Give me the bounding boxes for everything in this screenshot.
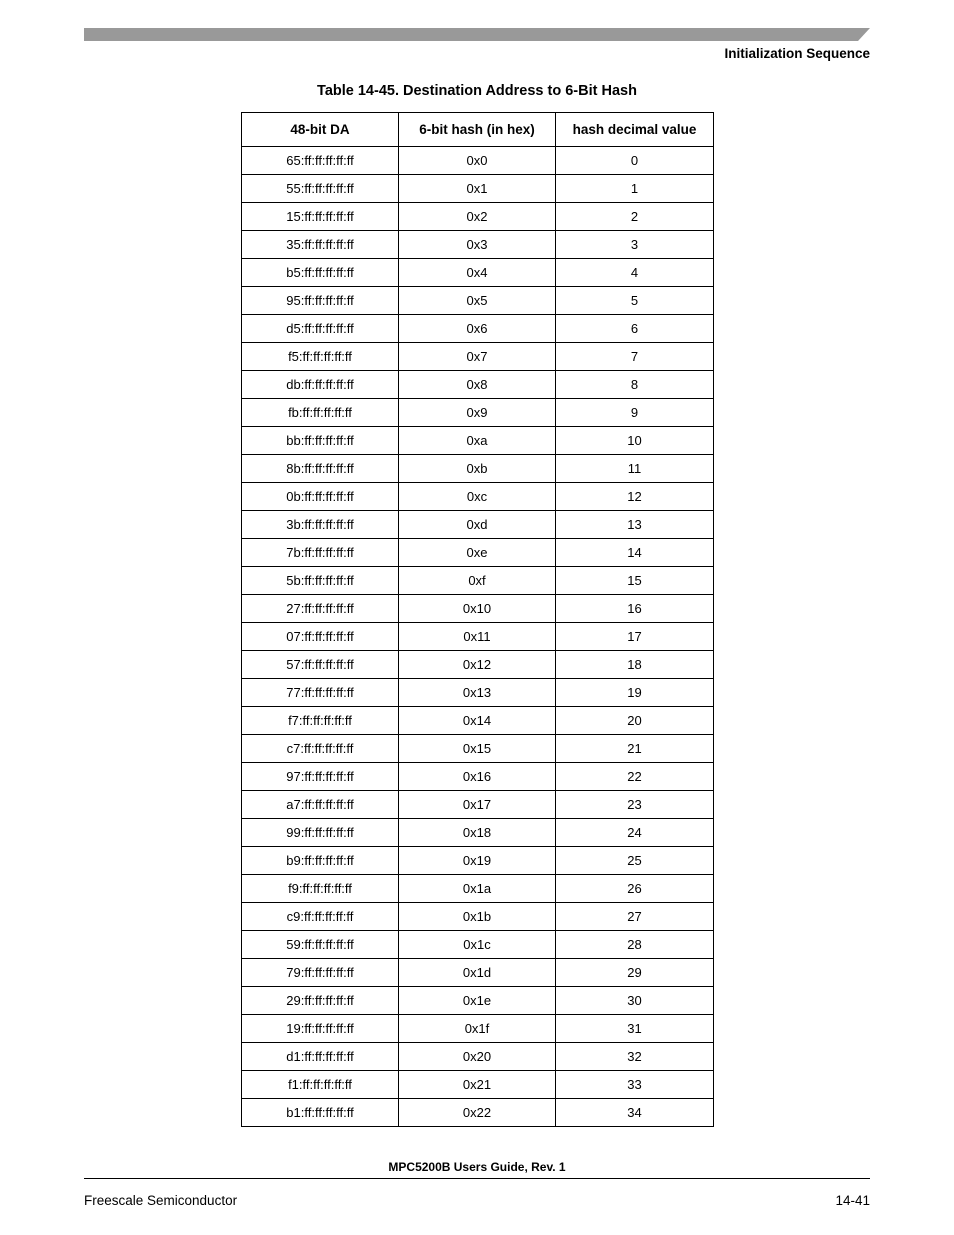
cell-da: 59:ff:ff:ff:ff:ff — [242, 931, 399, 959]
cell-hash-decimal: 11 — [556, 455, 714, 483]
cell-hash-hex: 0x0 — [399, 147, 556, 175]
table-row — [242, 567, 714, 595]
cell-da: b5:ff:ff:ff:ff:ff — [242, 259, 399, 287]
table-row — [242, 819, 714, 847]
cell-hash-hex: 0x4 — [399, 259, 556, 287]
cell-hash-hex: 0x17 — [399, 791, 556, 819]
table-row — [242, 931, 714, 959]
cell-hash-hex: 0x15 — [399, 735, 556, 763]
cell-hash-hex: 0x21 — [399, 1071, 556, 1099]
table-row — [242, 427, 714, 455]
cell-hash-decimal: 8 — [556, 371, 714, 399]
cell-hash-decimal: 16 — [556, 595, 714, 623]
table-row — [242, 1071, 714, 1099]
cell-hash-decimal: 32 — [556, 1043, 714, 1071]
cell-hash-hex: 0x18 — [399, 819, 556, 847]
table-row — [242, 231, 714, 259]
cell-hash-hex: 0x2 — [399, 203, 556, 231]
cell-da: f7:ff:ff:ff:ff:ff — [242, 707, 399, 735]
cell-da: 65:ff:ff:ff:ff:ff — [242, 147, 399, 175]
cell-hash-decimal: 19 — [556, 679, 714, 707]
cell-hash-hex: 0xf — [399, 567, 556, 595]
table-row — [242, 959, 714, 987]
footer-company: Freescale Semiconductor — [84, 1193, 238, 1208]
cell-da: b1:ff:ff:ff:ff:ff — [242, 1099, 399, 1127]
cell-da: 7b:ff:ff:ff:ff:ff — [242, 539, 399, 567]
cell-da: bb:ff:ff:ff:ff:ff — [242, 427, 399, 455]
cell-hash-decimal: 6 — [556, 315, 714, 343]
table-row — [242, 175, 714, 203]
cell-hash-decimal: 15 — [556, 567, 714, 595]
cell-da: b9:ff:ff:ff:ff:ff — [242, 847, 399, 875]
table-row — [242, 343, 714, 371]
table-row — [242, 847, 714, 875]
footer-guide-title: MPC5200B Users Guide, Rev. 1 — [388, 1160, 566, 1174]
cell-da: 19:ff:ff:ff:ff:ff — [242, 1015, 399, 1043]
cell-da: 15:ff:ff:ff:ff:ff — [242, 203, 399, 231]
table-row — [242, 259, 714, 287]
cell-hash-hex: 0xe — [399, 539, 556, 567]
table-row — [242, 1043, 714, 1071]
cell-hash-decimal: 30 — [556, 987, 714, 1015]
cell-hash-hex: 0x14 — [399, 707, 556, 735]
cell-hash-hex: 0xd — [399, 511, 556, 539]
table-row — [242, 875, 714, 903]
table-header-row — [242, 113, 714, 147]
cell-hash-hex: 0x1a — [399, 875, 556, 903]
cell-hash-hex: 0x19 — [399, 847, 556, 875]
cell-da: f1:ff:ff:ff:ff:ff — [242, 1071, 399, 1099]
cell-da: 5b:ff:ff:ff:ff:ff — [242, 567, 399, 595]
cell-hash-hex: 0x3 — [399, 231, 556, 259]
table-row — [242, 203, 714, 231]
cell-da: 8b:ff:ff:ff:ff:ff — [242, 455, 399, 483]
cell-hash-decimal: 27 — [556, 903, 714, 931]
table-row — [242, 455, 714, 483]
cell-da: c9:ff:ff:ff:ff:ff — [242, 903, 399, 931]
cell-hash-decimal: 9 — [556, 399, 714, 427]
footer-divider — [84, 1178, 870, 1179]
cell-da: 55:ff:ff:ff:ff:ff — [242, 175, 399, 203]
table-row — [242, 679, 714, 707]
cell-hash-decimal: 12 — [556, 483, 714, 511]
table-row — [242, 371, 714, 399]
cell-hash-hex: 0x5 — [399, 287, 556, 315]
cell-hash-hex: 0x1f — [399, 1015, 556, 1043]
cell-hash-hex: 0x12 — [399, 651, 556, 679]
cell-hash-decimal: 24 — [556, 819, 714, 847]
cell-hash-decimal: 23 — [556, 791, 714, 819]
cell-hash-decimal: 3 — [556, 231, 714, 259]
cell-hash-decimal: 2 — [556, 203, 714, 231]
table-row — [242, 623, 714, 651]
table-row — [242, 735, 714, 763]
table-row — [242, 1099, 714, 1127]
cell-hash-decimal: 26 — [556, 875, 714, 903]
cell-da: c7:ff:ff:ff:ff:ff — [242, 735, 399, 763]
cell-da: 27:ff:ff:ff:ff:ff — [242, 595, 399, 623]
cell-hash-hex: 0x7 — [399, 343, 556, 371]
column-header-decimal: hash decimal value — [556, 113, 714, 147]
cell-hash-hex: 0xa — [399, 427, 556, 455]
cell-hash-hex: 0x13 — [399, 679, 556, 707]
cell-hash-hex: 0x6 — [399, 315, 556, 343]
table-caption: Table 14-45. Destination Address to 6-Bit Hash — [317, 83, 637, 99]
cell-hash-hex: 0x9 — [399, 399, 556, 427]
cell-hash-hex: 0x1 — [399, 175, 556, 203]
column-header-da: 48-bit DA — [242, 113, 399, 147]
cell-hash-hex: 0x1d — [399, 959, 556, 987]
header-bar — [84, 28, 870, 41]
header-bar-shape — [84, 28, 870, 41]
cell-hash-hex: 0x16 — [399, 763, 556, 791]
cell-hash-decimal: 20 — [556, 707, 714, 735]
table-row — [242, 399, 714, 427]
cell-hash-decimal: 31 — [556, 1015, 714, 1043]
cell-hash-decimal: 22 — [556, 763, 714, 791]
cell-hash-decimal: 0 — [556, 147, 714, 175]
table-row — [242, 707, 714, 735]
cell-da: 35:ff:ff:ff:ff:ff — [242, 231, 399, 259]
cell-da: fb:ff:ff:ff:ff:ff — [242, 399, 399, 427]
cell-da: 29:ff:ff:ff:ff:ff — [242, 987, 399, 1015]
table-row — [242, 315, 714, 343]
cell-hash-hex: 0x11 — [399, 623, 556, 651]
cell-da: db:ff:ff:ff:ff:ff — [242, 371, 399, 399]
cell-hash-decimal: 17 — [556, 623, 714, 651]
cell-hash-hex: 0x1b — [399, 903, 556, 931]
cell-da: 0b:ff:ff:ff:ff:ff — [242, 483, 399, 511]
cell-da: f9:ff:ff:ff:ff:ff — [242, 875, 399, 903]
cell-hash-hex: 0xb — [399, 455, 556, 483]
table-row — [242, 287, 714, 315]
section-title: Initialization Sequence — [724, 46, 870, 61]
cell-da: d1:ff:ff:ff:ff:ff — [242, 1043, 399, 1071]
hash-table — [241, 112, 714, 1127]
cell-hash-decimal: 34 — [556, 1099, 714, 1127]
cell-da: f5:ff:ff:ff:ff:ff — [242, 343, 399, 371]
cell-hash-hex: 0x8 — [399, 371, 556, 399]
cell-hash-decimal: 29 — [556, 959, 714, 987]
cell-da: 79:ff:ff:ff:ff:ff — [242, 959, 399, 987]
table-row — [242, 903, 714, 931]
cell-hash-decimal: 21 — [556, 735, 714, 763]
column-header-hex: 6-bit hash (in hex) — [399, 113, 556, 147]
table-row — [242, 763, 714, 791]
table-row — [242, 791, 714, 819]
cell-hash-hex: 0x10 — [399, 595, 556, 623]
table-body — [242, 147, 714, 1127]
footer-page-number: 14-41 — [835, 1193, 870, 1208]
cell-hash-decimal: 7 — [556, 343, 714, 371]
cell-hash-decimal: 13 — [556, 511, 714, 539]
cell-hash-decimal: 14 — [556, 539, 714, 567]
cell-hash-decimal: 25 — [556, 847, 714, 875]
cell-da: d5:ff:ff:ff:ff:ff — [242, 315, 399, 343]
cell-da: 95:ff:ff:ff:ff:ff — [242, 287, 399, 315]
cell-da: 07:ff:ff:ff:ff:ff — [242, 623, 399, 651]
table-row — [242, 539, 714, 567]
cell-da: 97:ff:ff:ff:ff:ff — [242, 763, 399, 791]
cell-hash-decimal: 4 — [556, 259, 714, 287]
cell-hash-hex: 0xc — [399, 483, 556, 511]
cell-hash-decimal: 28 — [556, 931, 714, 959]
cell-hash-hex: 0x1c — [399, 931, 556, 959]
cell-hash-decimal: 1 — [556, 175, 714, 203]
cell-hash-hex: 0x22 — [399, 1099, 556, 1127]
table-row — [242, 595, 714, 623]
cell-da: 99:ff:ff:ff:ff:ff — [242, 819, 399, 847]
cell-hash-hex: 0x20 — [399, 1043, 556, 1071]
cell-da: 57:ff:ff:ff:ff:ff — [242, 651, 399, 679]
table-row — [242, 511, 714, 539]
cell-hash-decimal: 10 — [556, 427, 714, 455]
cell-da: 3b:ff:ff:ff:ff:ff — [242, 511, 399, 539]
cell-da: a7:ff:ff:ff:ff:ff — [242, 791, 399, 819]
table-row — [242, 1015, 714, 1043]
table-row — [242, 987, 714, 1015]
cell-hash-hex: 0x1e — [399, 987, 556, 1015]
table-row — [242, 651, 714, 679]
cell-hash-decimal: 5 — [556, 287, 714, 315]
cell-hash-decimal: 33 — [556, 1071, 714, 1099]
cell-hash-decimal: 18 — [556, 651, 714, 679]
table-row — [242, 147, 714, 175]
cell-da: 77:ff:ff:ff:ff:ff — [242, 679, 399, 707]
table-row — [242, 483, 714, 511]
